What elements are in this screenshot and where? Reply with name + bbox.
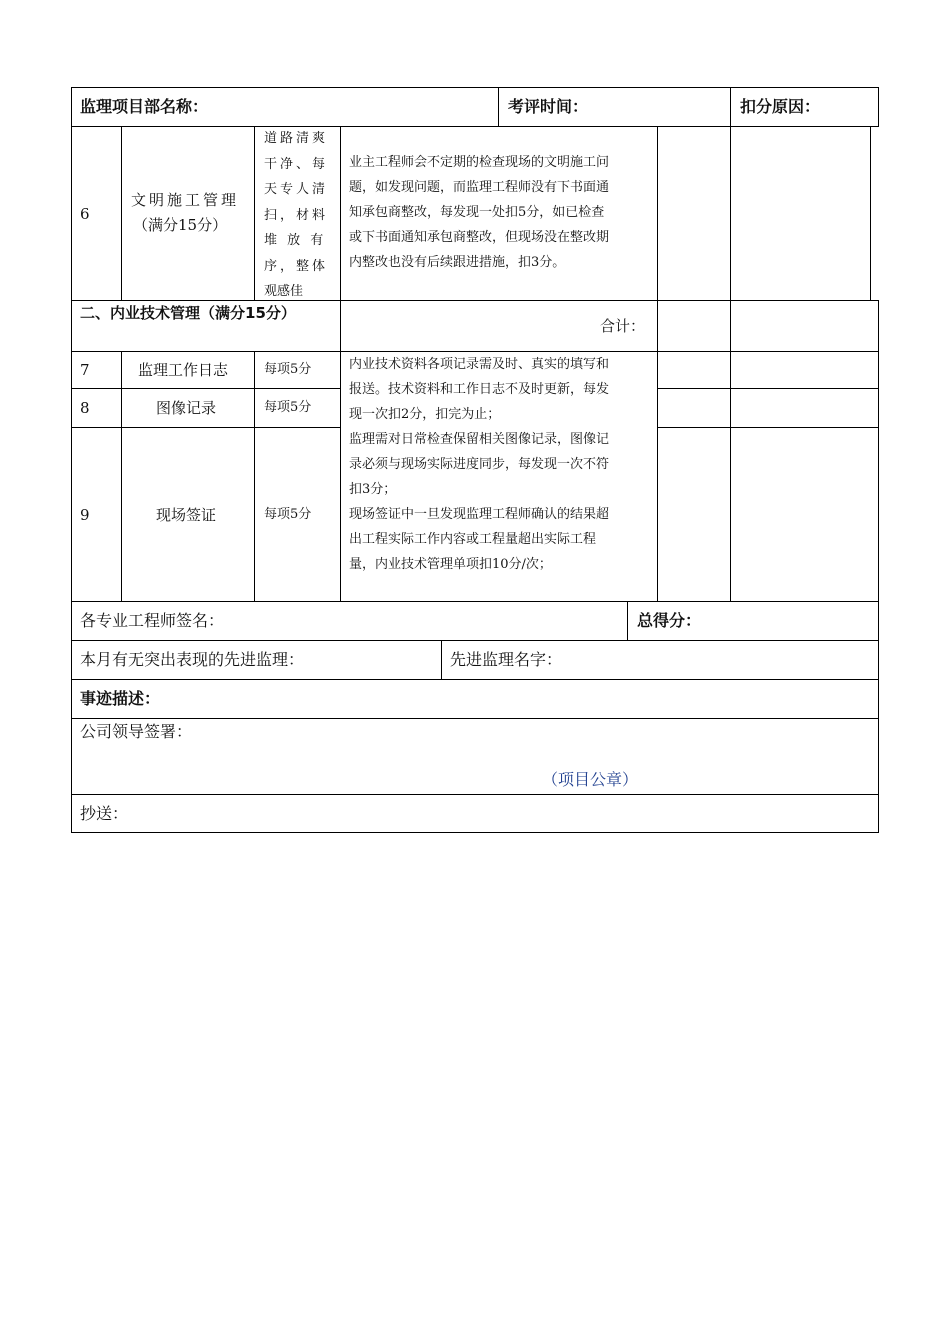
left-border-main [71, 126, 72, 602]
row8-standard: 每项5分 [264, 400, 312, 415]
footer-frame [71, 601, 879, 833]
col-reason-divider [730, 126, 731, 602]
footer-divider-score [627, 601, 628, 640]
row8-num: 8 [80, 399, 90, 417]
outstanding-name-label: 先进监理名字： [450, 650, 563, 669]
section2-rule-line: 扣3分； [349, 482, 397, 497]
eval-time-label: 考评时间： [508, 97, 589, 116]
row7-item: 监理工作日志 [138, 361, 229, 379]
deeds-label: 事迹描述： [80, 689, 161, 708]
total-score-label: 总得分： [637, 611, 702, 630]
row6-standard-line: 堆 放 有 [264, 233, 327, 248]
row6-item-line1: 文明施工管理 [131, 191, 240, 209]
row8-item: 图像记录 [156, 399, 217, 417]
section2-rule-line: 录必须与现场实际进度同步，每发现一次不符 [349, 457, 610, 472]
project-stamp-placeholder: （项目公章） [542, 770, 639, 789]
project-dept-label: 监理项目部名称： [80, 97, 209, 116]
section2-rule-line: 现场签证中一旦发现监理工程师确认的结果超 [349, 507, 610, 522]
row6-item-line2: （满分15分） [133, 216, 228, 234]
row6-rule-line: 或下书面通知承包商整改，但现场没在整改期 [349, 230, 610, 245]
section2-rule-line: 量，内业技术管理单项扣10分/次； [349, 557, 552, 572]
row7-bottom-left [71, 388, 340, 389]
section2-rule-line: 报送。技术资料和工作日志不及时更新，每发 [349, 382, 610, 397]
footer-line-3 [71, 718, 879, 719]
row6-rule-line: 业主工程师会不定期的检查现场的文明施工问 [349, 155, 610, 170]
header-divider-2 [730, 87, 731, 127]
row6-standard-line: 序，整体 [264, 258, 329, 274]
outstanding-label: 本月有无突出表现的先进监理： [80, 650, 305, 669]
section2-rule-line: 现一次扣2分，扣完为止； [349, 407, 501, 422]
row6-right-border [870, 126, 871, 301]
row6-standard-line: 扫，材料 [264, 207, 329, 223]
section2-subtotal-label: 合计： [600, 317, 646, 335]
deduct-reason-label: 扣分原因： [740, 97, 821, 116]
footer-line-1 [71, 640, 879, 641]
row6-rule-line: 内整改也没有后续跟进措施，扣3分。 [349, 255, 566, 270]
row8-bottom-right [657, 427, 879, 428]
row6-rule-line: 知承包商整改，每发现一处扣5分，如已检查 [349, 205, 605, 220]
row7-standard: 每项5分 [264, 362, 312, 377]
row8-bottom-left [71, 427, 340, 428]
section2-rule [349, 352, 654, 577]
footer-divider-name [441, 640, 442, 679]
row9-standard: 每项5分 [264, 507, 312, 522]
row7-bottom-right [657, 388, 879, 389]
row6-standard-line: 观感佳 [264, 284, 304, 299]
section2-right-border [878, 300, 879, 602]
header-divider-1 [498, 87, 499, 127]
col-item-divider [121, 126, 122, 301]
cc-label: 抄送： [80, 804, 129, 823]
row7-num: 7 [80, 361, 90, 379]
row6-standard [264, 126, 334, 305]
leader-sign-label: 公司领导签署： [80, 722, 193, 741]
row9-item: 现场签证 [156, 506, 217, 524]
section2-rule-line: 监理需对日常检查保留相关图像记录，图像记 [349, 432, 610, 447]
col-rule-divider [340, 126, 341, 602]
section2-rule-line: 出工程实际工作内容或工程量超出实际工程 [349, 532, 597, 547]
row6-standard-line: 干净、每 [264, 156, 329, 172]
row9-num: 9 [80, 506, 90, 524]
row6-rule-line: 题，如发现问题，而监理工程师没有下书面通 [349, 180, 610, 195]
engineers-sign-label: 各专业工程师签名： [80, 611, 225, 630]
footer-line-4 [71, 794, 879, 795]
section2-rule-line: 内业技术资料各项记录需及时、真实的填写和 [349, 357, 610, 372]
col-standard-divider [254, 126, 255, 301]
section2-title: 二、内业技术管理（满分15分） [80, 304, 296, 322]
row6-num: 6 [80, 205, 90, 223]
section2-top-border [71, 300, 879, 301]
row6-rule [349, 150, 654, 275]
col-score-divider [657, 126, 658, 602]
row6-standard-line: 天专人清 [264, 182, 329, 197]
row6-standard-line: 道路清爽 [264, 131, 329, 146]
footer-line-2 [71, 679, 879, 680]
